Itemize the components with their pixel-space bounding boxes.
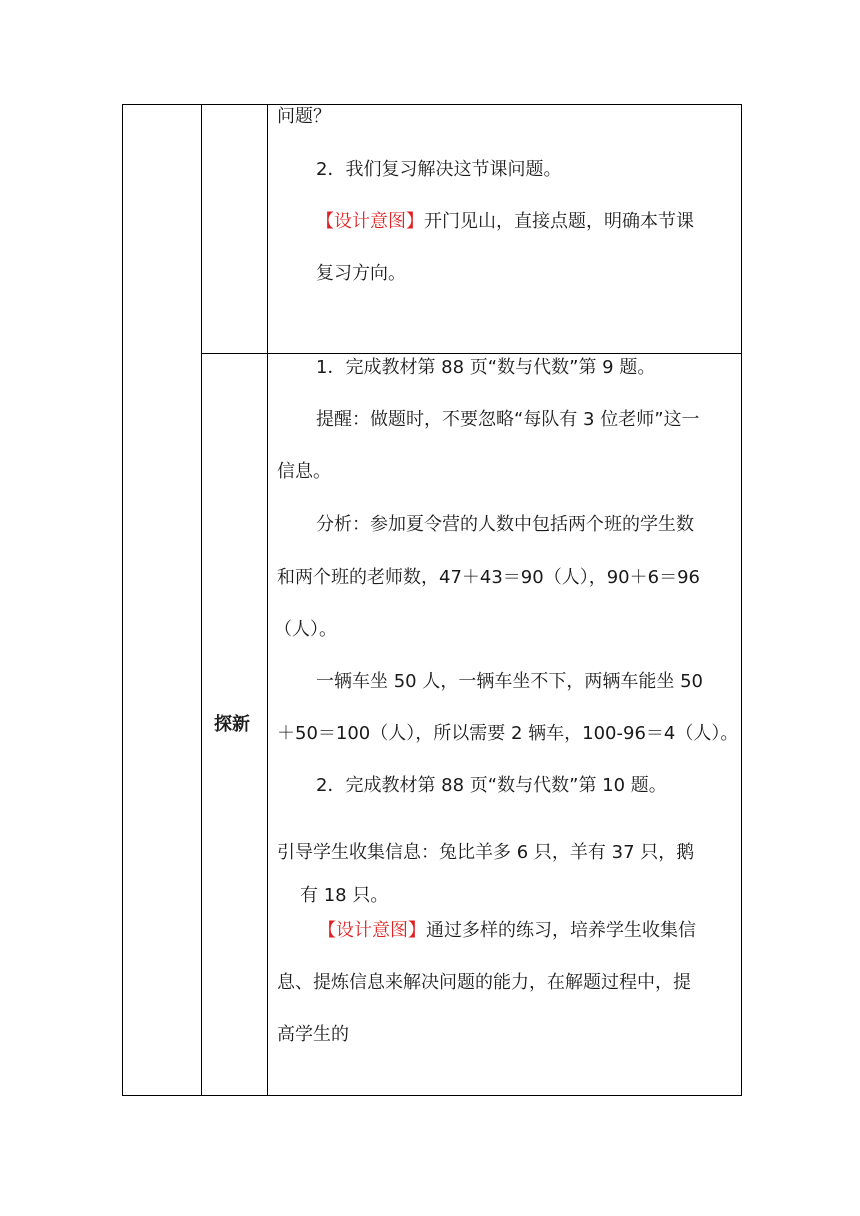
table-column-divider-2: [267, 104, 268, 1096]
cell-line: （人）。: [274, 619, 337, 640]
cell-line: 高学生的: [277, 1024, 349, 1045]
cell-line: 引导学生收集信息：兔比羊多 6 只，羊有 37 只，鹅: [277, 842, 695, 863]
cell-line: [318, 919, 696, 943]
cell-line: 1．完成教材第 88 页“数与代数”第 9 题。: [316, 357, 656, 378]
cell-line: [316, 210, 694, 234]
table-column-divider-1: [201, 104, 202, 1096]
design-intent-tag: 【设计意图】: [316, 211, 424, 232]
design-intent-text: 开门见山，直接点题，明确本节课: [424, 211, 694, 232]
table-right-border: [741, 104, 742, 1096]
cell-line: 复习方向。: [316, 263, 406, 284]
cell-line: 息、提炼信息来解决问题的能力，在解题过程中，提: [277, 972, 691, 993]
cell-line: 分析：参加夏令营的人数中包括两个班的学生数: [316, 514, 694, 535]
cell-line: 一辆车坐 50 人，一辆车坐不下，两辆车能坐 50: [316, 671, 703, 692]
cell-line: 2．我们复习解决这节课问题。: [316, 159, 562, 180]
cell-line: 信息。: [277, 461, 331, 482]
cell-line: 问题？: [277, 106, 331, 127]
table-bottom-border: [122, 1095, 742, 1096]
cell-line: 2．完成教材第 88 页“数与代数”第 10 题。: [316, 775, 667, 796]
design-intent-text: 通过多样的练习，培养学生收集信: [426, 920, 696, 941]
cell-line: ＋50＝100（人），所以需要 2 辆车，100-96＝4（人）。: [277, 723, 739, 744]
table-row-divider: [201, 353, 742, 354]
cell-line: 和两个班的老师数，47＋43＝90（人），90＋6＝96: [277, 567, 700, 588]
row-label: 探新: [214, 714, 250, 735]
cell-line: 有 18 只。: [300, 885, 389, 906]
cell-line: 提醒：做题时，不要忽略“每队有 3 位老师”这一: [316, 409, 700, 430]
table-top-border: [122, 104, 742, 105]
table-left-border: [122, 104, 123, 1096]
design-intent-tag: 【设计意图】: [318, 920, 426, 941]
